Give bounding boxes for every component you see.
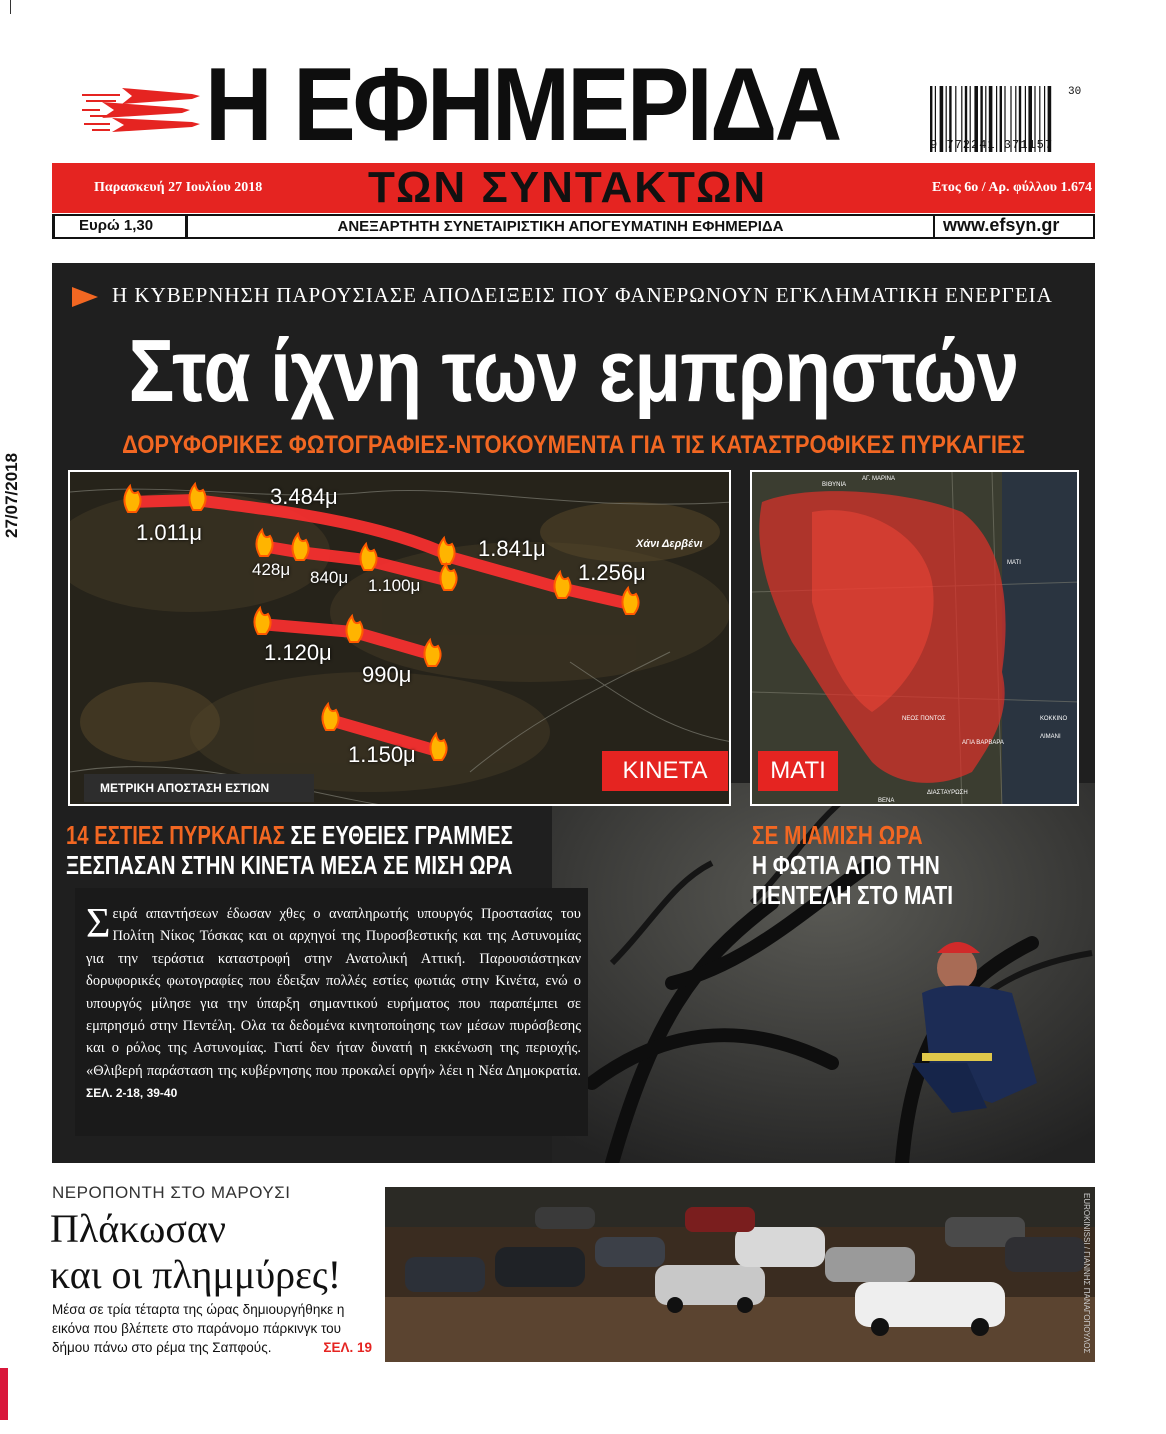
price: Ευρώ 1,30 (79, 217, 154, 234)
left-caption-text: ΣΕ ΕΥΘΕΙΕΣ ΓΡΑΜΜΕΣ (290, 820, 513, 850)
map-legend: ΜΕΤΡΙΚΗ ΑΠΟΣΤΑΣΗ ΕΣΤΙΩΝ (84, 774, 314, 802)
distance-label: 1.841μ (478, 536, 546, 561)
map-place-label: ΛΙΜΑΝΙ (1040, 734, 1061, 740)
newspaper-subtitle: ΤΩΝ ΣΥΝΤΑΚΤΩΝ (368, 163, 768, 212)
map-place-label: ΒΕΝΑ (878, 798, 895, 804)
flooded-cars-graphic (385, 1187, 1095, 1362)
barcode-issue-number: 30 (1068, 86, 1082, 98)
distance-label: 990μ (362, 662, 412, 687)
place-label-hani-derveni: Χάνι Δερβένι (636, 538, 703, 550)
story-kicker: Η ΚΥΒΕΡΝΗΣΗ ΠΑΡΟΥΣΙΑΣΕ ΑΠΟΔΕΙΞΕΙΣ ΠΟΥ ΦΑΝΕΡΩΝΟΥΝ ΕΓΚΛΗΜΑΤΙΚΗ ΕΝΕΡΓΕΙΑ (112, 283, 1053, 307)
second-story-body (52, 1300, 372, 1357)
main-story-body (86, 903, 581, 1105)
map-place-label: ΚΟΚΚΙΝΟ (1040, 716, 1068, 722)
left-caption (66, 820, 513, 880)
map-place-label: ΜΑΤΙ (1007, 560, 1021, 566)
newspaper-title: Η ΕΦΗΜΕΡΙΔΑ (205, 47, 840, 163)
kineta-tag[interactable]: ΚΙΝΕΤΑ (602, 751, 728, 791)
distance-label: 1.100μ (368, 576, 421, 595)
right-caption-text: ΠΕΝΤΕΛΗ ΣΤΟ ΜΑΤΙ (752, 880, 954, 910)
map-place-label: ΔΙΑΣΤΑΥΡΩΣΗ (927, 790, 968, 796)
main-story-body-text: ειρά απαντήσεων έδωσαν χθες ο αναπληρωτής υπουργός Προστασίας του Πολίτη Νίκος Τόσκας και οι αρχηγοί της Πυροσβεστικής και της Αστυνομίας για την τεράστια καταστροφή στην Ανατολική Αττική. Παρουσιάστηκαν δορυφορικές φωτογραφίες που έδειξαν πολλές εστίες φωτιάς στην Κινέτα, ενώ ο υπουργός μίλησε για την ύπαρξη σημαντικού ευρήματος που παραπέμπει σε εμπρησμό στην Πεντέλη. Ολα τα δεδομένα κινητοποίησης των μέσων πυρόσβεσης και ο ρόλος της Αστυνομίας. Γιατί δεν ήταν δυνατή η εκκένωση της περιοχής. «Θλιβερή παράσταση της κυβέρνησης που προκαλεί οργή» λέει η Νέα Δημοκρατία. (86, 906, 581, 1079)
main-story[interactable] (52, 263, 1095, 1163)
second-story-body-text: Μέσα σε τρία τέταρτα της ώρας δημιουργήθηκε η εικόνα που βλέπετε στο παράνομο πάρκινγκ του δήμου πάνω στο ρέμα της Σαπφούς. (52, 1302, 345, 1355)
headline-line: και οι πλημμύρες! (50, 1252, 342, 1297)
kicker-arrow-icon (72, 287, 98, 307)
crop-mark (10, 0, 11, 14)
distance-label: 840μ (310, 568, 349, 587)
mati-tag[interactable]: ΜΑΤΙ (758, 751, 838, 791)
right-caption-text: Η ΦΩΤΙΑ ΑΠΟ ΤΗΝ (752, 850, 940, 880)
second-story-headline[interactable] (50, 1206, 380, 1298)
barcode-number: 9 772241 371157 (930, 138, 1054, 152)
distance-label: 1.150μ (348, 742, 416, 767)
distance-label: 1.011μ (136, 520, 203, 545)
main-subheadline: ΔΟΡΥΦΟΡΙΚΕΣ ΦΩΤΟΓΡΑΦΙΕΣ-ΝΤΟΚΟΥΜΕΝΤΑ ΓΙΑ ΤΙΣ ΚΑΤΑΣΤΡΟΦΙΚΕΣ ΠΥΡΚΑΓΙΕΣ (122, 431, 1025, 459)
second-story-page-reference[interactable]: ΣΕΛ. 19 (323, 1340, 372, 1355)
map-place-label: ΒΙΘΥΝΙΑ (822, 482, 847, 488)
page-reference[interactable]: ΣΕΛ. 2-18, 39-40 (86, 1086, 178, 1101)
issue-date: Παρασκευή 27 Ιουλίου 2018 (94, 180, 263, 195)
flooded-parking-photo[interactable] (385, 1187, 1095, 1362)
right-caption (752, 820, 1008, 910)
photo-credit: EUROKINISSI / ΓΙΑΝΝΗΣ ΠΑΝΑΓΟΠΟΥΛΟΣ (1082, 1193, 1091, 1354)
left-caption-text: ΞΕΣΠΑΣΑΝ ΣΤΗΝ ΚΙΝΕΤΑ ΜΕΣΑ ΣΕ ΜΙΣΗ ΩΡΑ (66, 850, 513, 880)
map-place-label: ΝΕΟΣ ΠΟΝΤΟΣ (902, 716, 946, 722)
distance-label: 3.484μ (270, 484, 338, 509)
side-color-bar (0, 1368, 8, 1420)
website-link[interactable]: www.efsyn.gr (943, 215, 1060, 235)
headline-line: Πλάκωσαν (50, 1206, 226, 1251)
right-caption-highlight: ΣΕ ΜΙΑΜΙΣΗ ΩΡΑ (752, 820, 923, 850)
pen-nibs-logo-icon (82, 88, 202, 136)
map-place-label: ΑΓ. ΜΑΡΙΝΑ (862, 476, 895, 482)
tagline: ΑΝΕΞΑΡΤΗΤΗ ΣΥΝΕΤΑΙΡΙΣΤΙΚΗ ΑΠΟΓΕΥΜΑΤΙΝΗ ΕΦΗΜΕΡΙΔΑ (188, 216, 933, 237)
left-caption-highlight: 14 ΕΣΤΙΕΣ ΠΥΡΚΑΓΙΑΣ (66, 820, 285, 850)
map-place-label: ΑΓΙΑ ΒΑΡΒΑΡΑ (962, 740, 1004, 746)
issue-number: Ετος 6ο / Αρ. φύλλου 1.674 (932, 180, 1092, 195)
distance-label: 1.256μ (578, 560, 646, 585)
drop-cap: Σ (86, 901, 111, 947)
side-date: 27/07/2018 (2, 452, 21, 538)
second-story-kicker: ΝΕΡΟΠΟΝΤΗ ΣΤΟ ΜΑΡΟΥΣΙ (52, 1183, 291, 1202)
distance-label: 1.120μ (264, 640, 332, 665)
distance-label: 428μ (252, 560, 291, 579)
main-headline[interactable]: Στα ίχνη των εμπρηστών (128, 321, 1019, 420)
